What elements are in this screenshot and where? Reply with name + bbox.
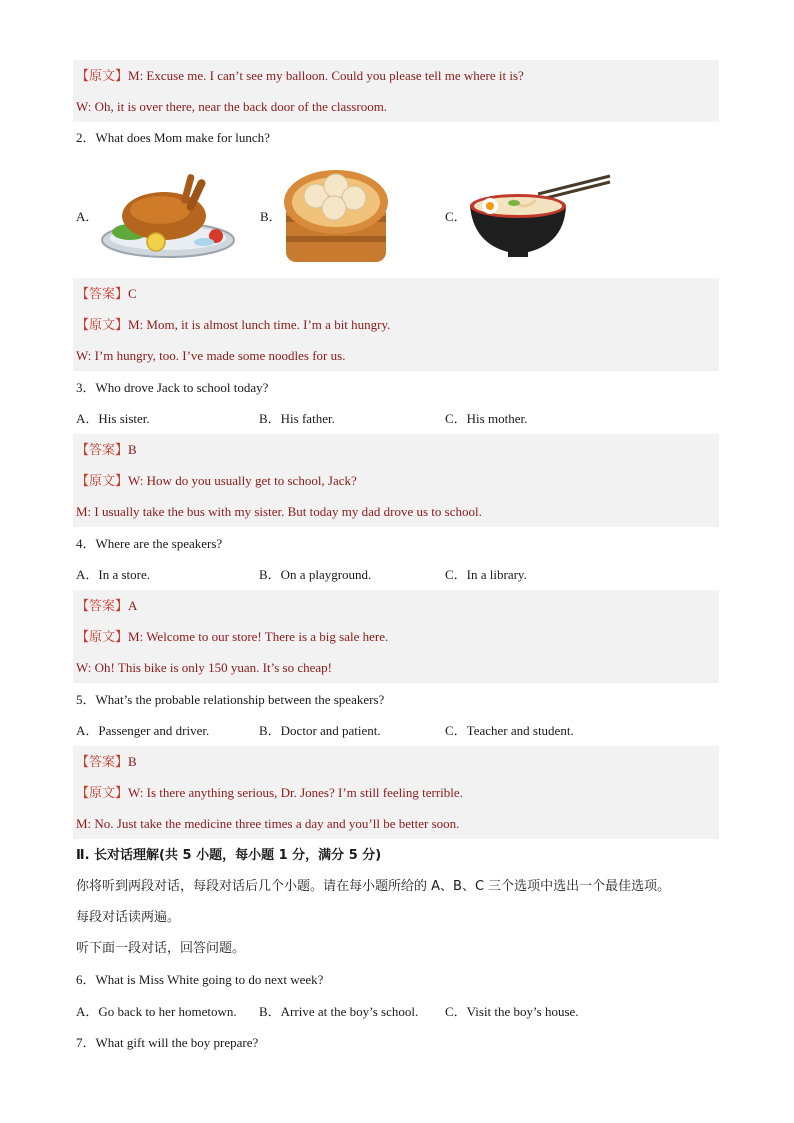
instruction-line: 你将听到两段对话，每段对话后几个小题。请在每小题所给的 A、B、C 三个选项中选出一个最佳选项。 — [76, 879, 671, 894]
answer-text: C — [128, 286, 137, 301]
script-text: M: Excuse me. I can’t see my balloon. Could you please tell me where it is? — [128, 68, 524, 83]
section-heading-text: Ⅱ. 长对话理解(共 5 小题，每小题 1 分，满分 5 分) — [76, 848, 382, 863]
script-text: W: How do you usually get to school, Jack? — [128, 473, 357, 488]
script-text: M: Welcome to our store! There is a big sale here. — [128, 629, 389, 644]
script-line — [73, 496, 719, 527]
noodle-bowl-image — [468, 172, 612, 260]
question-text: 7．What gift will the boy prepare? — [76, 1035, 259, 1050]
answer-label: 【答案】 — [76, 598, 129, 613]
option-c-label: C． — [445, 209, 467, 224]
question — [73, 528, 719, 559]
section-heading — [73, 840, 719, 871]
question — [73, 1027, 719, 1058]
script-line — [73, 652, 719, 683]
question — [73, 372, 719, 403]
answer-line — [73, 278, 719, 309]
script-line — [73, 777, 719, 808]
option-b: B．Arrive at the boy’s school. — [259, 1004, 419, 1019]
question-text: 6．What is Miss White going to do next week? — [76, 972, 324, 987]
script-line — [73, 808, 719, 839]
script-line — [73, 340, 719, 371]
original-label: 【原文】 — [76, 629, 129, 644]
script-text: W: I’m hungry, too. I’ve made some noodles for us. — [76, 348, 346, 363]
script-line — [73, 309, 719, 340]
script-text: M: I usually take the bus with my sister. But today my dad drove us to school. — [76, 504, 482, 519]
script-text: W: Is there anything serious, Dr. Jones? I’m still feeling terrible. — [128, 785, 463, 800]
script-line — [73, 91, 719, 122]
answer-text: B — [128, 754, 137, 769]
answer-line — [73, 590, 719, 621]
roast-chicken-image — [100, 170, 236, 260]
instruction-text — [73, 871, 719, 902]
option-c: C．Visit the boy’s house. — [445, 1004, 579, 1019]
options-row — [73, 715, 719, 746]
option-b: B．On a playground. — [259, 567, 372, 582]
answer-text: A — [128, 598, 138, 613]
steamed-buns-basket-image — [282, 158, 390, 268]
answer-line — [73, 746, 719, 777]
original-label: 【原文】 — [76, 317, 129, 332]
answer-label: 【答案】 — [76, 442, 129, 457]
original-label: 【原文】 — [76, 785, 129, 800]
options-row — [73, 403, 719, 434]
instruction-text — [73, 933, 719, 964]
answer-line — [73, 434, 719, 465]
question — [73, 122, 719, 153]
original-label: 【原文】 — [76, 473, 129, 488]
option-c: C．Teacher and student. — [445, 723, 574, 738]
instruction-line: 听下面一段对话，回答问题。 — [76, 941, 246, 956]
script-text: W: Oh, it is over there, near the back door of the classroom. — [76, 99, 388, 114]
answer-label: 【答案】 — [76, 286, 129, 301]
option-c: C．In a library. — [445, 567, 527, 582]
option-a-label: A． — [76, 209, 99, 224]
question-text: 3．Who drove Jack to school today? — [76, 380, 269, 395]
question — [73, 964, 719, 995]
option-c: C．His mother. — [445, 411, 528, 426]
option-a: A．Go back to her hometown. — [76, 1004, 237, 1019]
script-line — [73, 621, 719, 652]
script-text: M: No. Just take the medicine three times a day and you’ll be better soon. — [76, 816, 460, 831]
option-b: B．Doctor and patient. — [259, 723, 381, 738]
answer-text: B — [128, 442, 137, 457]
option-a: A．Passenger and driver. — [76, 723, 210, 738]
option-b-label: B． — [260, 209, 282, 224]
original-label: 【原文】 — [76, 68, 129, 83]
options-row — [73, 996, 719, 1027]
answer-label: 【答案】 — [76, 754, 129, 769]
script-text: W: Oh! This bike is only 150 yuan. It’s so cheap! — [76, 660, 332, 675]
script-line — [73, 60, 719, 91]
question-text: 4．Where are the speakers? — [76, 536, 223, 551]
option-a: A．His sister. — [76, 411, 150, 426]
instruction-line: 每段对话读两遍。 — [76, 910, 181, 925]
question-text: 2．What does Mom make for lunch? — [76, 130, 270, 145]
script-text: M: Mom, it is almost lunch time. I’m a bit hungry. — [128, 317, 391, 332]
script-line — [73, 465, 719, 496]
options-row — [73, 559, 719, 590]
option-a: A．In a store. — [76, 567, 151, 582]
question — [73, 684, 719, 715]
question-text: 5．What’s the probable relationship between the speakers? — [76, 692, 385, 707]
option-b: B．His father. — [259, 411, 335, 426]
instruction-text — [73, 902, 719, 933]
